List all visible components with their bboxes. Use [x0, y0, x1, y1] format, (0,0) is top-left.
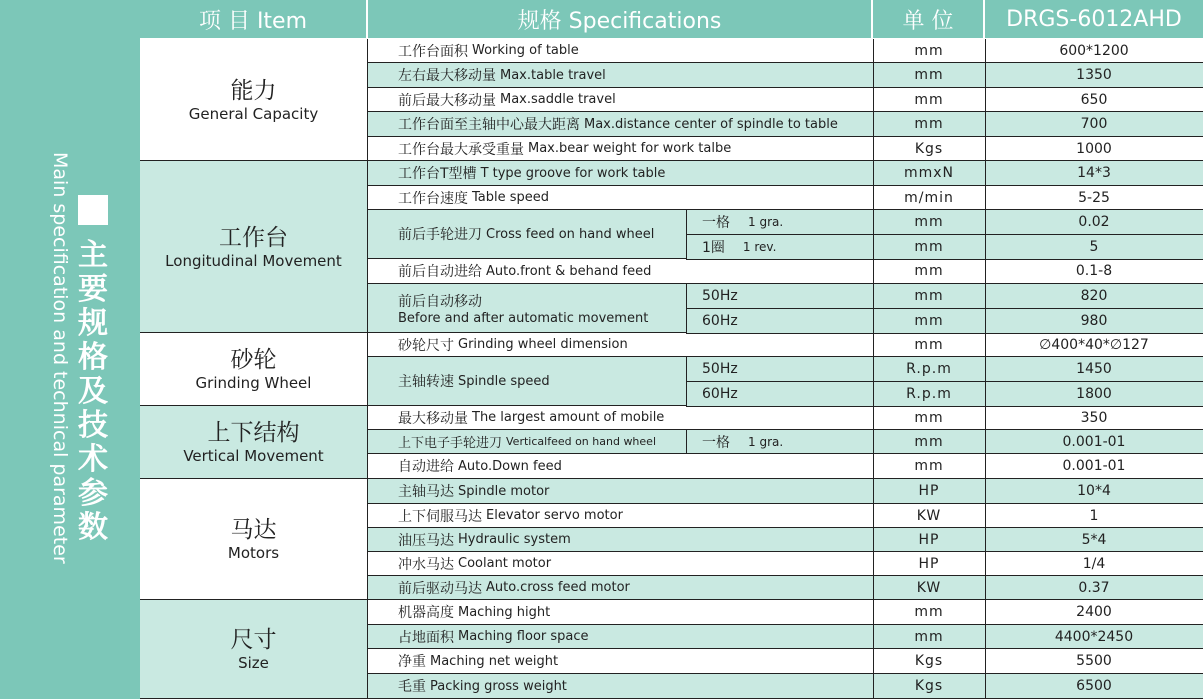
value-cell: 980 — [985, 309, 1203, 334]
sub-label: 60Hz — [702, 313, 738, 329]
sidebar-char: 数 — [78, 510, 108, 545]
sidebar-char: 规 — [78, 306, 108, 341]
value-cell: 1000 — [985, 137, 1203, 161]
unit-cell: mm — [873, 309, 985, 334]
spec-cell — [368, 161, 873, 186]
header-unit: 单 位 — [873, 0, 985, 38]
value-cell: 700 — [985, 112, 1203, 137]
spec-cell — [368, 88, 873, 112]
category-cell — [140, 39, 368, 161]
spec-cn: 油压马达 — [398, 532, 454, 549]
unit-cell: m/min — [873, 186, 985, 210]
divider — [985, 39, 986, 699]
spec-cn: 前后自动移动 — [398, 293, 482, 310]
square-icon — [78, 195, 108, 225]
value-cell: ∅400*40*∅127 — [985, 333, 1203, 357]
divider — [686, 284, 687, 333]
category-cell — [140, 161, 368, 333]
sub-label: 50Hz — [702, 361, 738, 377]
spec-cell — [368, 504, 873, 528]
value-cell: 6500 — [985, 674, 1203, 699]
sub-cell — [686, 430, 873, 454]
value-cell: 0.02 — [985, 210, 1203, 235]
value-cell: 2400 — [985, 600, 1203, 625]
spec-cell — [368, 284, 686, 333]
unit-cell: mm — [873, 430, 985, 454]
unit-cell: mm — [873, 259, 985, 284]
sub-cell — [686, 235, 873, 260]
sub-cell — [686, 309, 873, 334]
unit-cell: R.p.m — [873, 382, 985, 407]
divider — [686, 430, 687, 454]
spec-en: Maching hight — [458, 604, 551, 620]
unit-cell: HP — [873, 528, 985, 552]
spec-en: Coolant motor — [458, 556, 552, 571]
spec-cn: 上下伺服马达 — [398, 508, 482, 525]
sidebar-char: 要 — [78, 272, 108, 307]
value-cell: 1450 — [985, 357, 1203, 382]
sub-label-en: 1 gra. — [748, 215, 784, 229]
sub-cell — [686, 210, 873, 235]
value-cell: 1350 — [985, 63, 1203, 88]
unit-cell: mm — [873, 600, 985, 625]
spec-en: Elevator servo motor — [486, 508, 623, 523]
value-cell: 5*4 — [985, 528, 1203, 552]
spec-en: The largest amount of mobile — [472, 410, 665, 425]
spec-cell — [368, 528, 873, 552]
unit-cell: KW — [873, 576, 985, 600]
value-cell: 14*3 — [985, 161, 1203, 186]
value-cell: 0.1-8 — [985, 259, 1203, 284]
spec-cell — [368, 430, 686, 454]
spec-cell — [368, 210, 686, 259]
unit-cell: KW — [873, 504, 985, 528]
spec-cn: 工作台T型槽 — [398, 166, 477, 182]
spec-cn: 机器高度 — [398, 605, 454, 621]
category-en: Motors — [227, 544, 280, 562]
category-cell — [140, 600, 368, 699]
value-cell: 4400*2450 — [985, 625, 1203, 649]
sidebar-char: 技 — [78, 408, 108, 443]
spec-cell — [368, 333, 873, 357]
category-cell — [140, 479, 368, 600]
spec-en: Grinding wheel dimension — [458, 337, 628, 352]
spec-cell — [368, 552, 873, 576]
unit-cell: mm — [873, 406, 985, 430]
spec-en: Working of table — [472, 43, 579, 58]
sub-label-en: 1 rev. — [742, 240, 777, 254]
unit-cell: mm — [873, 284, 985, 309]
value-cell: 5-25 — [985, 186, 1203, 210]
category-en: Grinding Wheel — [195, 374, 312, 392]
sub-cell — [686, 382, 873, 407]
spec-en: Packing gross weight — [430, 678, 567, 694]
spec-cell — [368, 600, 873, 625]
spec-cn: 前后自动进给 — [398, 264, 482, 280]
spec-cn: 自动进给 — [398, 459, 454, 475]
spec-en: Spindle motor — [458, 483, 550, 499]
spec-en: Spindle speed — [458, 373, 550, 389]
category-cn: 能力 — [230, 77, 277, 104]
unit-cell: mm — [873, 112, 985, 137]
spec-en: Max.saddle travel — [500, 92, 616, 107]
sub-label: 60Hz — [702, 386, 738, 402]
spec-cn: 工作台最大承受重量 — [398, 141, 524, 158]
unit-cell: mm — [873, 333, 985, 357]
spec-en: Auto.cross feed motor — [486, 580, 630, 595]
unit-cell: Kgs — [873, 137, 985, 161]
category-cell — [140, 333, 368, 406]
spec-cn: 主轴马达 — [398, 484, 454, 500]
spec-en: Max.distance center of spindle to table — [584, 116, 838, 132]
spec-en: Table speed — [472, 190, 550, 205]
value-cell: 5500 — [985, 649, 1203, 674]
divider — [873, 39, 874, 699]
spec-cn: 净重 — [398, 654, 426, 670]
spec-cn: 最大移动量 — [398, 410, 468, 427]
category-en: Vertical Movement — [183, 447, 324, 465]
spec-cell — [368, 63, 873, 88]
spec-cell — [368, 625, 873, 649]
sub-label: 一格 — [702, 434, 730, 451]
spec-cn: 左右最大移动量 — [398, 68, 496, 84]
spec-cn: 工作台面积 — [398, 43, 468, 60]
value-cell: 1/4 — [985, 552, 1203, 576]
spec-cell — [368, 576, 873, 600]
category-cn: 砂轮 — [230, 347, 277, 373]
header-item: 项 目 Item — [140, 0, 368, 38]
spec-cn: 前后最大移动量 — [398, 92, 496, 109]
value-cell: 820 — [985, 284, 1203, 309]
unit-cell: mm — [873, 63, 985, 88]
spec-cell — [368, 186, 873, 210]
spec-cell — [368, 259, 873, 284]
spec-cn: 前后驱动马达 — [398, 580, 482, 597]
header-spec: 规格 Specifications — [368, 0, 873, 38]
sidebar-char: 术 — [78, 442, 108, 477]
sub-label: 1圈 — [702, 240, 725, 256]
value-cell: 350 — [985, 406, 1203, 430]
spec-en: Verticalfeed on hand wheel — [506, 435, 656, 448]
spec-cn: 前后手轮进刀 — [398, 227, 482, 243]
value-cell: 600*1200 — [985, 39, 1203, 63]
sub-label: 50Hz — [702, 288, 738, 304]
value-cell: 5 — [985, 235, 1203, 260]
unit-cell: mm — [873, 88, 985, 112]
value-cell: 650 — [985, 88, 1203, 112]
unit-cell: mm — [873, 625, 985, 649]
sub-cell — [686, 284, 873, 309]
unit-cell: mmxN — [873, 161, 985, 186]
value-cell: 1 — [985, 504, 1203, 528]
unit-cell: Kgs — [873, 649, 985, 674]
unit-cell: HP — [873, 552, 985, 576]
sidebar-title-cn — [76, 195, 110, 545]
value-cell: 10*4 — [985, 479, 1203, 504]
spec-en: T type groove for work table — [480, 165, 666, 181]
spec-cn: 工作台速度 — [398, 190, 468, 207]
spec-cn: 工作台面至主轴中心最大距离 — [398, 117, 580, 133]
sub-cell — [686, 357, 873, 382]
value-cell: 0.001-01 — [985, 430, 1203, 454]
category-en: General Capacity — [188, 104, 319, 123]
value-cell: 1800 — [985, 382, 1203, 407]
spec-en: Auto.Down feed — [458, 458, 562, 474]
header-model: DRGS-6012AHD — [985, 0, 1203, 38]
category-cn: 上下结构 — [207, 420, 300, 446]
value-cell: 0.001-01 — [985, 454, 1203, 479]
unit-cell: HP — [873, 479, 985, 504]
spec-cell — [368, 674, 873, 699]
sidebar-title-en: Main specification and technical parameter — [49, 152, 71, 564]
spec-cell — [368, 357, 686, 406]
sidebar-char: 主 — [78, 238, 108, 273]
sub-label-en: 1 gra. — [748, 434, 784, 449]
sidebar-char: 及 — [78, 374, 108, 409]
spec-en: Before and after automatic movement — [398, 310, 649, 326]
divider — [686, 210, 687, 259]
spec-cell — [368, 649, 873, 674]
spec-en: Max.bear weight for work talbe — [528, 141, 732, 156]
category-en: Longitudinal Movement — [165, 251, 342, 270]
spec-cell — [368, 406, 873, 430]
category-cn: 工作台 — [219, 224, 288, 251]
spec-en: Max.table travel — [500, 67, 606, 83]
value-cell: 0.37 — [985, 576, 1203, 600]
spec-cn: 上下电子手轮进刀 — [398, 436, 503, 451]
unit-cell: R.p.m — [873, 357, 985, 382]
spec-cn: 冲水马达 — [398, 556, 454, 573]
spec-en: Hydraulic system — [458, 532, 571, 547]
category-cn: 马达 — [230, 517, 277, 543]
unit-cell: mm — [873, 454, 985, 479]
spec-cn: 主轴转速 — [398, 374, 454, 390]
unit-cell: Kgs — [873, 674, 985, 699]
spec-en: Cross feed on hand wheel — [486, 226, 655, 242]
sidebar-char: 格 — [78, 340, 108, 375]
spec-cn: 占地面积 — [398, 629, 454, 646]
spec-cell — [368, 39, 873, 63]
spec-cell — [368, 112, 873, 137]
unit-cell: mm — [873, 210, 985, 235]
sidebar-char: 参 — [78, 476, 108, 511]
sidebar-panel — [0, 0, 140, 699]
divider — [686, 357, 687, 406]
spec-cn: 毛重 — [398, 679, 426, 695]
spec-cell — [368, 479, 873, 504]
spec-cell — [368, 454, 873, 479]
category-en: Size — [238, 654, 269, 672]
sub-label: 一格 — [702, 215, 730, 231]
category-cn: 尺寸 — [230, 627, 277, 653]
spec-cell — [368, 137, 873, 161]
spec-en: Auto.front & behand feed — [486, 263, 652, 279]
unit-cell: mm — [873, 235, 985, 260]
unit-cell: mm — [873, 39, 985, 63]
category-cell — [140, 406, 368, 479]
spec-en: Maching floor space — [458, 629, 589, 644]
spec-cn: 砂轮尺寸 — [398, 337, 454, 354]
spec-en: Maching net weight — [430, 653, 559, 669]
